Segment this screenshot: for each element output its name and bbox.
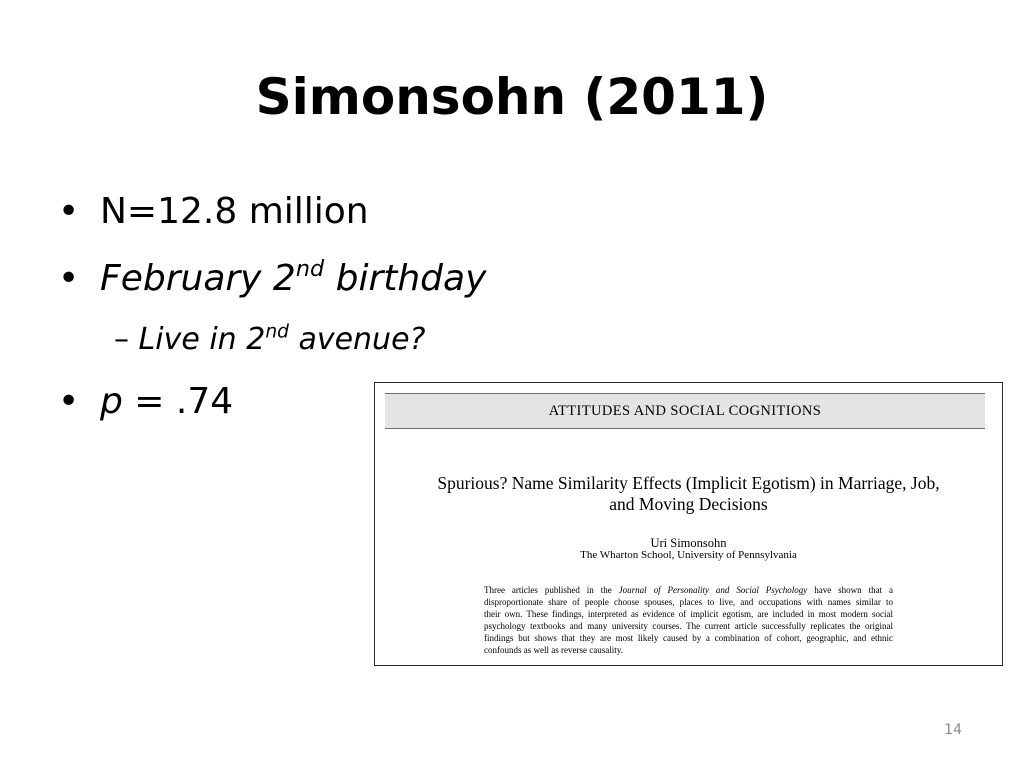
paper-author: Uri Simonsohn	[650, 536, 727, 550]
paper-title-line: and Moving Decisions	[609, 494, 768, 514]
abstract-line: disproportionate share of people choose spouses, places to live, and occupations with names similar to	[484, 597, 893, 607]
paper-affiliation: The Wharton School, University of Pennsylvania	[580, 549, 797, 561]
p-variable: p	[100, 381, 123, 422]
abstract-line: confounds as well as reverse causality.	[484, 645, 623, 655]
abstract-line: psychology textbooks and many university courses. The current article successfully replicates the original	[484, 621, 893, 631]
paper-section-banner	[385, 393, 985, 429]
bullet-marker: •	[58, 258, 80, 299]
sub-bullet-text	[129, 322, 425, 357]
superscript: nd	[295, 256, 325, 283]
paper-abstract	[484, 584, 893, 656]
bullet-marker: •	[58, 191, 80, 232]
bullet-marker: •	[58, 381, 80, 422]
sub-bullet-avenue	[114, 320, 425, 360]
superscript: nd	[265, 321, 289, 343]
page-number: 14	[944, 722, 962, 738]
bullet-text-part: Live in 2	[129, 322, 266, 357]
abstract-text: have shown that a	[807, 585, 893, 595]
bullet-text-part: avenue?	[288, 322, 426, 357]
bullet-text	[100, 378, 233, 426]
sub-bullet-dash: –	[114, 322, 129, 357]
paper-title	[375, 473, 1002, 515]
bullet-text	[100, 255, 486, 303]
paper-title-line: Spurious? Name Similarity Effects (Implicit Egotism) in Marriage, Job,	[437, 473, 940, 493]
abstract-line: findings but shows that they are most likely caused by a combination of cohort, geographic, and ethnic	[484, 633, 893, 643]
slide-title: Simonsohn (2011)	[255, 68, 769, 126]
bullet-text: N=12.8 million	[100, 191, 369, 232]
abstract-text: Three articles published in the	[484, 585, 619, 595]
paper-section-label: ATTITUDES AND SOCIAL COGNITIONS	[548, 403, 822, 419]
bullet-text-part: February 2	[100, 258, 296, 299]
bullet-text-part: = .74	[122, 381, 234, 422]
paper-screenshot	[374, 382, 1003, 666]
abstract-line: their own. These findings, interpreted as evidence of implicit egotism, are included in most modern social	[484, 609, 893, 619]
abstract-line	[484, 584, 893, 596]
bullet-text-part: birthday	[324, 258, 487, 299]
journal-name: Journal of Personality and Social Psychology	[618, 585, 808, 595]
